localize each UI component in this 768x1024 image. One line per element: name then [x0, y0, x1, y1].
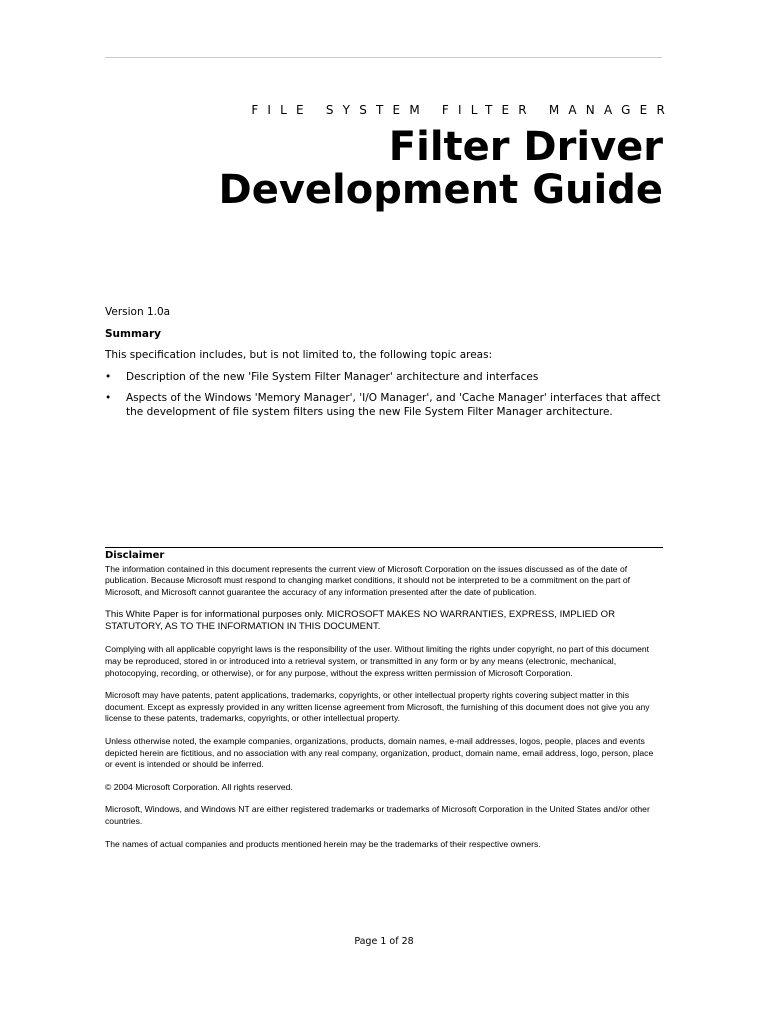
- disclaimer-paragraph: Microsoft may have patents, patent applications, trademarks, copyrights, or other intellectual property rights covering subject matter in this document. Except as expressly provided in any written license agreement from Microsoft, the furnishing of this document does not give you any license to these patents, trademarks, copyrights, or other intellectual property.: [105, 690, 650, 724]
- version-label: Version 1.0a: [105, 306, 171, 318]
- disclaimer-paragraph: The names of actual companies and products mentioned herein may be the trademarks of their respective owners.: [105, 838, 541, 849]
- page-number: Page 1 of 28: [354, 936, 414, 947]
- title-line-1: Filter Driver: [388, 124, 663, 170]
- document-kicker: FILE SYSTEM FILTER MANAGER: [251, 103, 674, 117]
- disclaimer-paragraph: Complying with all applicable copyright laws is the responsibility of the user. Without limiting the rights under copyright, no part of this document may be reproduced, stored in or introduced into a retrieval system, or transmitted in any form or by any means (electronic, mechanical, photocopying, recording, or otherwise), or for any purpose, without the express written permission of Microsoft Corporation.: [105, 644, 650, 678]
- disclaimer-paragraph: This White Paper is for informational purposes only. MICROSOFT MAKES NO WARRANTIES, EXPRESS, IMPLIED OR STATUTORY, AS TO THE INFORMATION IN THIS DOCUMENT.: [105, 609, 616, 633]
- bullet-icon: •: [105, 392, 112, 404]
- disclaimer-section: [105, 547, 663, 861]
- topic-text: Description of the new 'File System Filter Manager' architecture and interfaces: [126, 371, 539, 383]
- disclaimer-heading: Disclaimer: [105, 550, 165, 561]
- list-item: [105, 391, 665, 419]
- summary-intro-text: This specification includes, but is not limited to, the following topic areas:: [105, 349, 493, 361]
- disclaimer-paragraph: Microsoft, Windows, and Windows NT are either registered trademarks or trademarks of Microsoft Corporation in the United States and/or other countries.: [105, 804, 650, 826]
- document-title: [219, 126, 663, 212]
- copyright-notice: © 2004 Microsoft Corporation. All rights reserved.: [105, 781, 293, 792]
- bullet-icon: •: [105, 371, 112, 383]
- list-item: [105, 370, 665, 384]
- disclaimer-paragraph: The information contained in this document represents the current view of Microsoft Corporation on the issues discussed as of the date of publication. Because Microsoft must respond to changing market conditions, it should not be interpreted to be a commitment on the part of Microsoft, and Microsoft cannot guarantee the accuracy of any information presented after the date of publication.: [105, 563, 630, 597]
- title-line-2: Development Guide: [218, 167, 663, 213]
- topic-text: Aspects of the Windows 'Memory Manager', 'I/O Manager', and 'Cache Manager' interfaces that affect the development of file system filters using the new File System Filter Manager architecture.: [126, 392, 661, 418]
- disclaimer-paragraph: Unless otherwise noted, the example companies, organizations, products, domain names, e-mail addresses, logos, people, places and events depicted herein are fictitious, and no association with any real company, organization, product, domain name, email address, logo, person, place or event is intended or should be inferred.: [105, 735, 654, 770]
- header-rule: [105, 57, 662, 58]
- summary-heading: Summary: [105, 328, 162, 340]
- topic-list: [105, 370, 665, 426]
